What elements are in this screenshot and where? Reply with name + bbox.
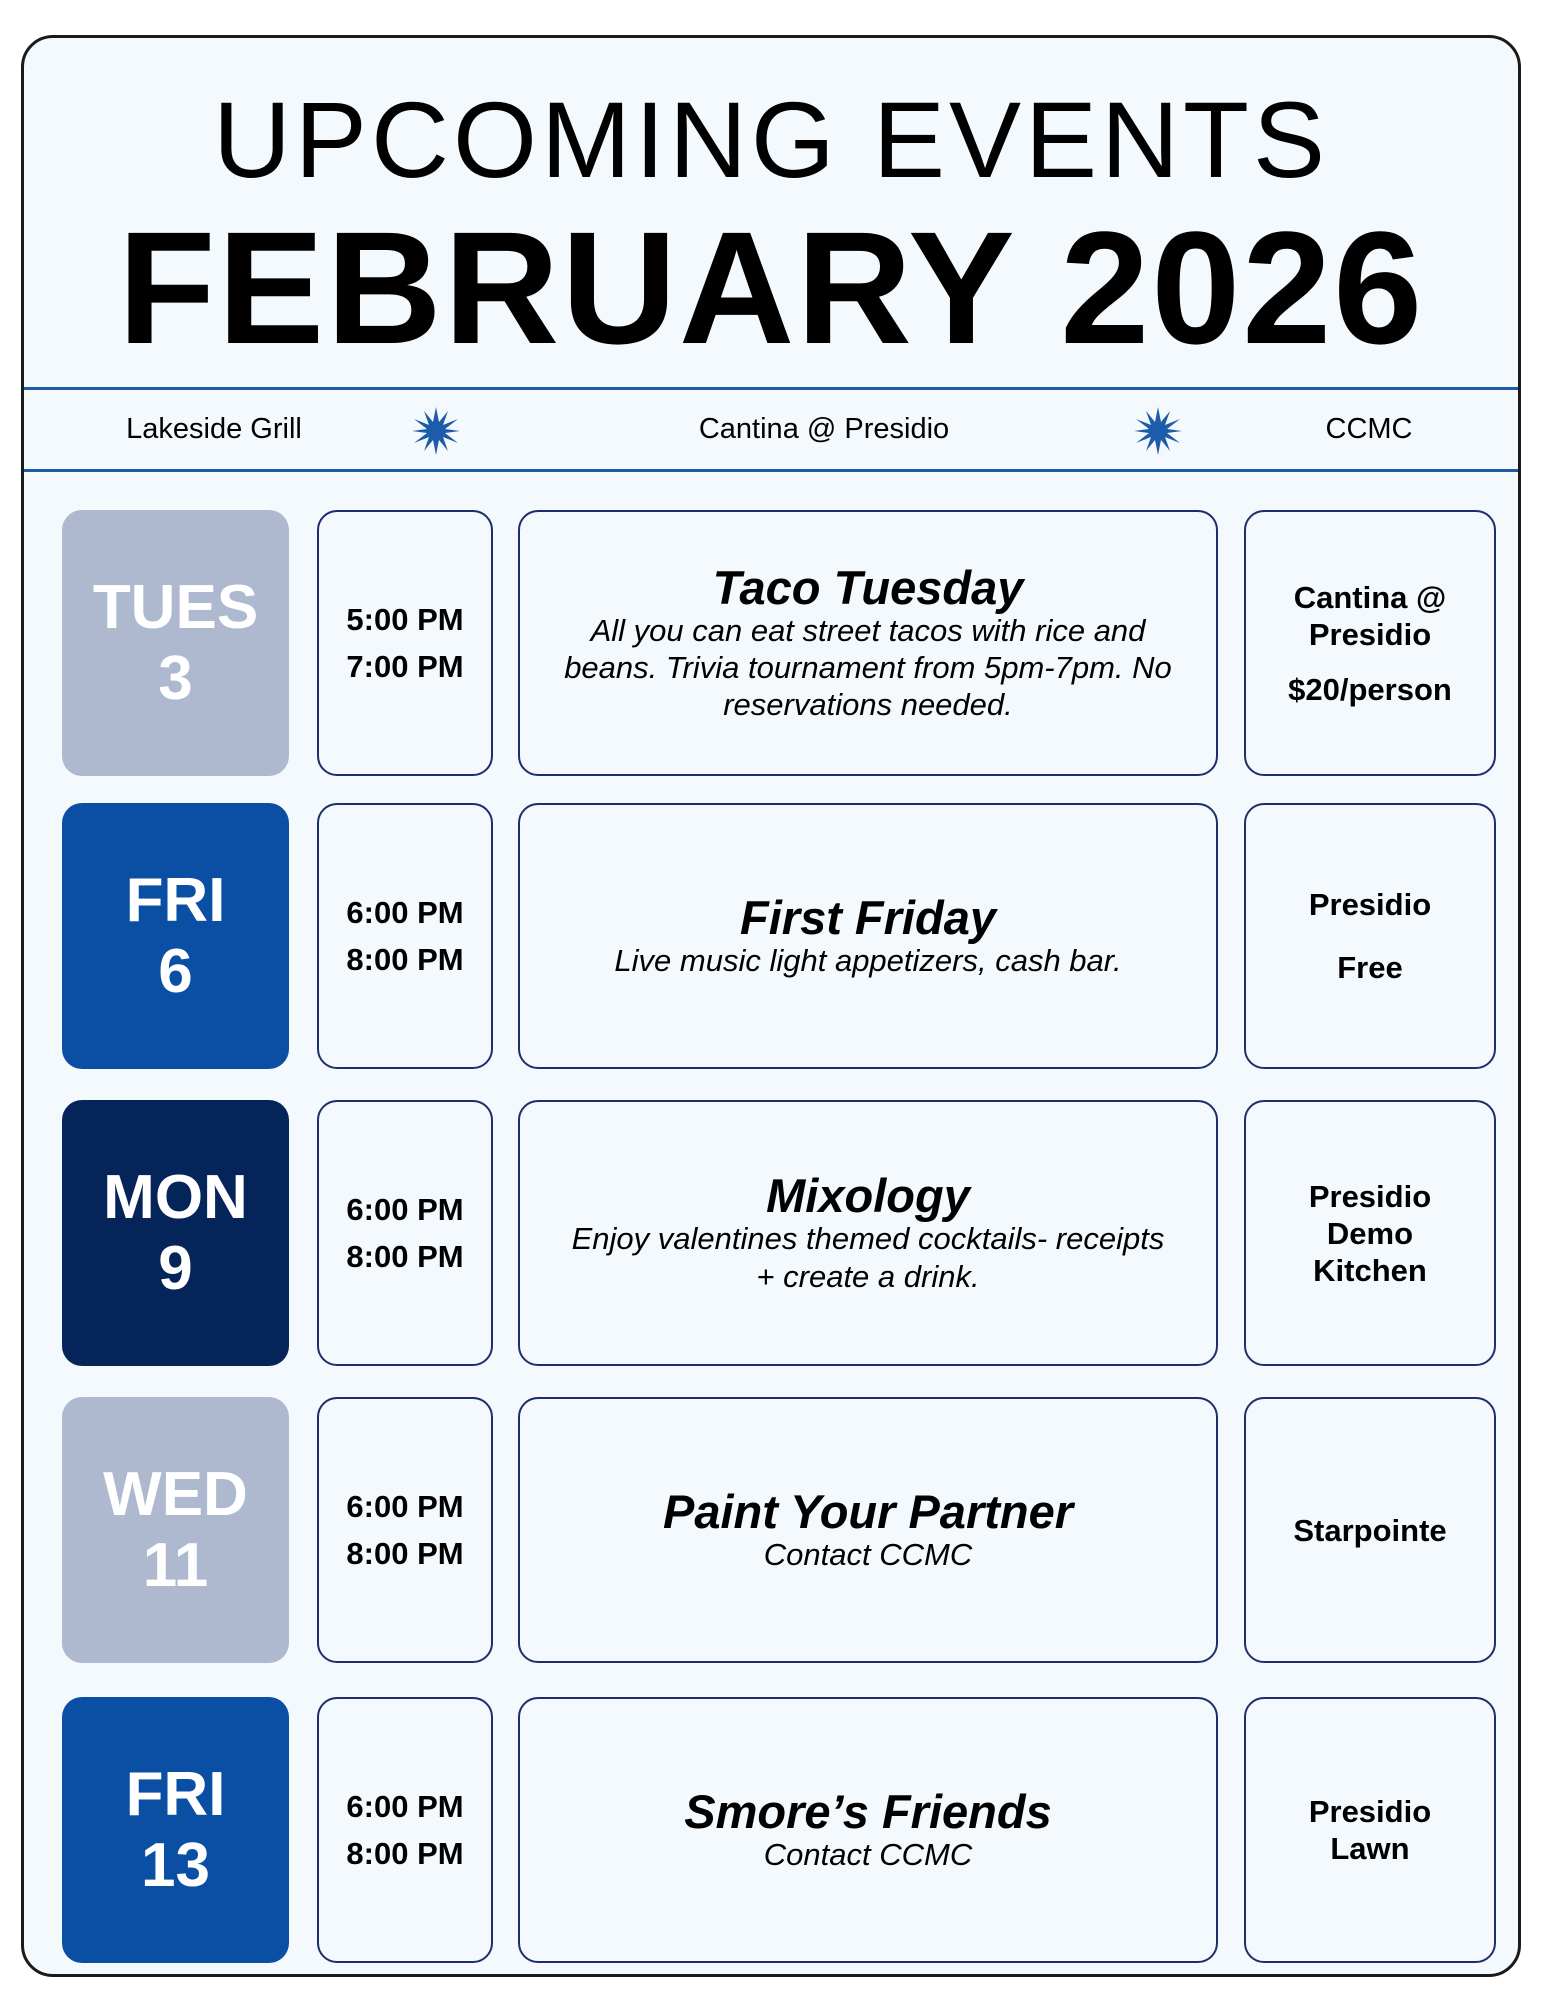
event-title: Paint Your Partner [662, 1484, 1074, 1538]
event-day-name: FRI [125, 1759, 226, 1829]
event-day-number: 11 [142, 1531, 209, 1600]
event-start-time: 6:00 PM [346, 1192, 464, 1227]
event-description [518, 1100, 1218, 1366]
event-end-time: 8:00 PM [346, 1836, 464, 1871]
event-location-name: Starpointe [1293, 1512, 1447, 1548]
event-day-name: MON [103, 1162, 248, 1232]
event-time [317, 1397, 493, 1663]
page-subtitle: UPCOMING EVENTS [212, 79, 1330, 200]
event-description [518, 1397, 1218, 1663]
event-description [518, 803, 1218, 1069]
event-title: Mixology [766, 1169, 970, 1223]
event-location-name: Presidio Lawn [1308, 1794, 1432, 1866]
page-title: FEBRUARY 2026 [117, 198, 1425, 377]
event-row [24, 510, 1518, 776]
event-location [1244, 510, 1496, 776]
event-title: Smore’s Friends [684, 1784, 1052, 1838]
venue-lakeside-grill: Lakeside Grill [126, 413, 302, 445]
event-day-number: 13 [141, 1831, 210, 1900]
venue-bar [24, 387, 1518, 472]
venue-ccmc: CCMC [1325, 413, 1413, 445]
event-end-time: 8:00 PM [346, 1536, 464, 1571]
event-date-badge [62, 1100, 289, 1366]
star-icon [1134, 407, 1182, 455]
event-description [518, 510, 1218, 776]
event-location [1244, 1397, 1496, 1663]
event-end-time: 8:00 PM [346, 1239, 464, 1274]
event-title: Taco Tuesday [712, 560, 1024, 614]
event-details: Live music light appetizers, cash bar. [614, 943, 1122, 979]
event-title: First Friday [740, 890, 996, 944]
event-location-name: Presidio [1308, 887, 1432, 922]
event-details: All you can eat street tacos with rice and beans. Trivia tournament from 5pm-7pm. No reservations needed. [564, 612, 1172, 723]
event-location [1244, 803, 1496, 1069]
event-start-time: 6:00 PM [346, 1489, 464, 1524]
event-day-name: TUES [92, 572, 259, 642]
event-time [317, 803, 493, 1069]
event-details: Contact CCMC [763, 1537, 973, 1573]
event-price: $20/person [1288, 671, 1452, 707]
event-date-badge [62, 1697, 289, 1963]
event-row [24, 1697, 1518, 1963]
event-day-name: WED [103, 1459, 248, 1529]
event-price: Free [1337, 950, 1403, 985]
event-row [24, 803, 1518, 1069]
event-location [1244, 1100, 1496, 1366]
event-location-name: Cantina @ Presidio [1293, 579, 1447, 652]
event-day-number: 9 [158, 1234, 193, 1303]
event-time [317, 1100, 493, 1366]
event-date-badge [62, 803, 289, 1069]
event-day-name: FRI [125, 865, 226, 935]
event-start-time: 6:00 PM [346, 895, 464, 930]
event-day-number: 6 [158, 937, 193, 1006]
event-start-time: 6:00 PM [346, 1789, 464, 1824]
event-location [1244, 1697, 1496, 1963]
events-flyer [21, 35, 1521, 1977]
event-location-name: Presidio Demo Kitchen [1308, 1178, 1432, 1288]
event-row [24, 1397, 1518, 1663]
event-start-time: 5:00 PM [346, 602, 464, 637]
event-time [317, 510, 493, 776]
event-row [24, 1100, 1518, 1366]
event-day-number: 3 [158, 644, 193, 713]
venue-cantina-presidio: Cantina @ Presidio [698, 413, 950, 445]
event-end-time: 7:00 PM [346, 649, 464, 684]
event-description [518, 1697, 1218, 1963]
event-details: Enjoy valentines themed cocktails- receipts + create a drink. [571, 1221, 1165, 1294]
event-time [317, 1697, 493, 1963]
event-details: Contact CCMC [763, 1837, 973, 1873]
star-icon [412, 407, 460, 455]
event-date-badge [62, 510, 289, 776]
event-date-badge [62, 1397, 289, 1663]
event-end-time: 8:00 PM [346, 942, 464, 977]
